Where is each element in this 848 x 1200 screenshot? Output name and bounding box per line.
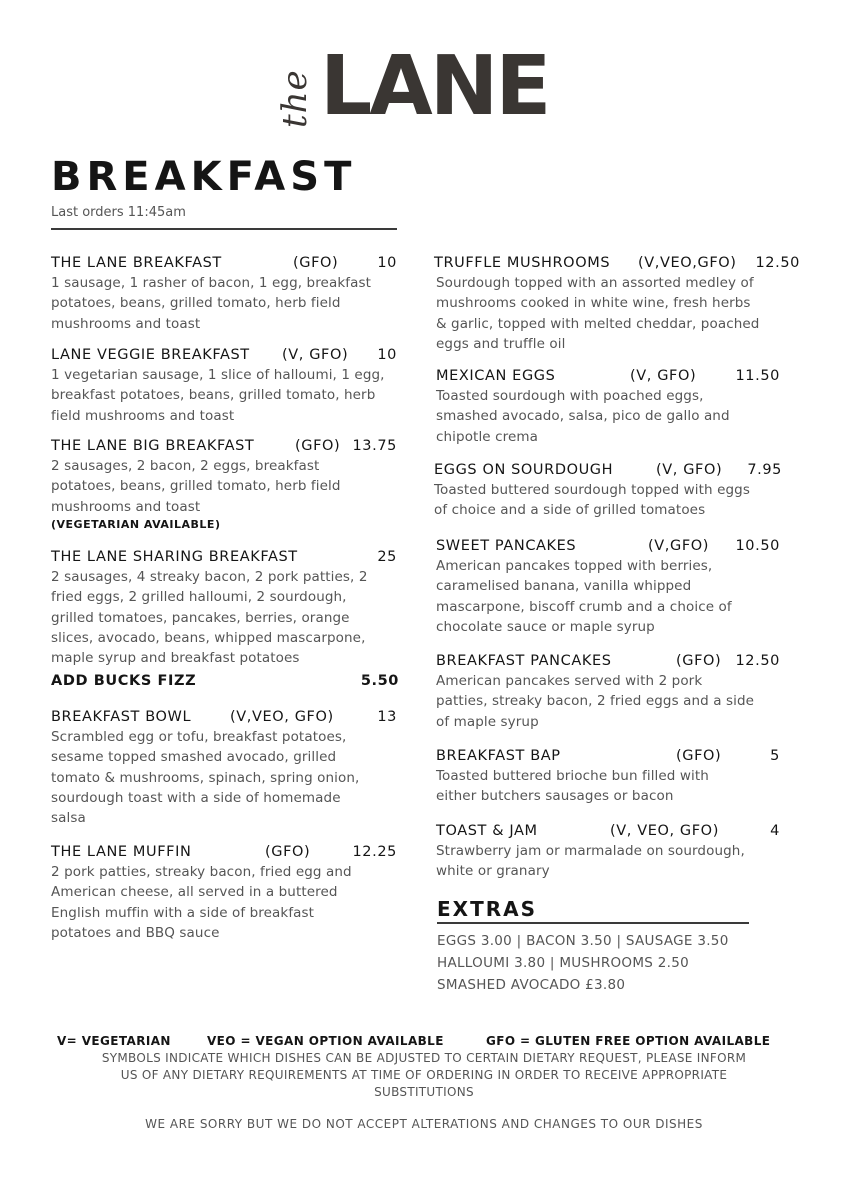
- item-name: LANE VEGGIE BREAKFAST: [51, 347, 250, 363]
- item-description-line: Toasted buttered brioche bun filled with: [436, 768, 709, 784]
- extras-line: EGGS 3.00 | BACON 3.50 | SAUSAGE 3.50: [437, 933, 729, 949]
- item-description-line: American pancakes topped with berries,: [436, 558, 713, 574]
- item-name: ADD BUCKS FIZZ: [51, 673, 197, 689]
- item-description-line: 1 vegetarian sausage, 1 slice of halloumi, 1 egg,: [51, 367, 385, 383]
- item-price: 7.95: [747, 462, 782, 478]
- extras-heading: EXTRAS: [437, 897, 538, 921]
- item-description-line: chocolate sauce or maple syrup: [436, 618, 655, 635]
- item-description-line: Sourdough topped with an assorted medley of: [436, 275, 754, 291]
- legend-vegetarian: V= VEGETARIAN: [57, 1034, 171, 1048]
- menu-item: [434, 461, 784, 521]
- extras-divider: [437, 922, 749, 924]
- legend-gluten-free-option: GFO = GLUTEN FREE OPTION AVAILABLE: [486, 1034, 771, 1048]
- item-description-line: smashed avocado, salsa, pico de gallo and: [436, 408, 730, 425]
- item-description-line: grilled tomatoes, pancakes, berries, orange: [51, 609, 350, 626]
- menu-item: [436, 367, 784, 447]
- title-divider: [51, 228, 397, 230]
- notice-line: SYMBOLS INDICATE WHICH DISHES CAN BE ADJUSTED TO CERTAIN DIETARY REQUEST, PLEASE INFORM: [101, 1051, 747, 1065]
- item-name: EGGS ON SOURDOUGH: [434, 462, 614, 478]
- notice-line: US OF ANY DIETARY REQUIREMENTS AT TIME OF ORDERING IN ORDER TO RECEIVE APPROPRIATE: [120, 1068, 728, 1082]
- alterations-notice: WE ARE SORRY BUT WE DO NOT ACCEPT ALTERATIONS AND CHANGES TO OUR DISHES: [145, 1117, 703, 1131]
- item-name: TOAST & JAM: [436, 823, 538, 839]
- item-description-line: American pancakes served with 2 pork: [436, 673, 703, 689]
- item-description-line: mushrooms and toast: [51, 498, 201, 515]
- item-description-line: chipotle crema: [436, 428, 539, 445]
- menu-item: [436, 747, 784, 807]
- item-description-line: & garlic, topped with melted cheddar, poached: [436, 315, 760, 332]
- item-name: THE LANE SHARING BREAKFAST: [51, 549, 298, 565]
- item-description-line: eggs and truffle oil: [436, 335, 566, 352]
- vegetarian-available-note: (VEGETARIAN AVAILABLE): [51, 517, 221, 531]
- item-price: 10.50: [735, 538, 780, 554]
- item-dietary-tag: (GFO): [293, 255, 339, 271]
- item-price: 10: [377, 347, 397, 363]
- item-price: 13.75: [352, 438, 397, 454]
- item-dietary-tag: (V, VEO, GFO): [610, 823, 719, 839]
- item-description-line: either butchers sausages or bacon: [436, 788, 674, 805]
- extras-line: HALLOUMI 3.80 | MUSHROOMS 2.50: [437, 955, 690, 971]
- item-dietary-tag: (V,VEO, GFO): [230, 709, 334, 725]
- item-description-line: Toasted buttered sourdough topped with eggs: [434, 482, 750, 498]
- item-dietary-tag: (GFO): [295, 438, 341, 454]
- item-description-line: 2 pork patties, streaky bacon, fried egg and: [51, 864, 352, 880]
- extras-line: SMASHED AVOCADO £3.80: [437, 977, 626, 993]
- item-name: BREAKFAST BAP: [436, 748, 561, 764]
- extras-list: [437, 930, 729, 996]
- menu-item: [51, 437, 401, 533]
- item-description-line: potatoes, beans, grilled tomato, herb field: [51, 295, 341, 312]
- item-description-line: salsa: [51, 810, 86, 827]
- item-price: 12.50: [735, 653, 780, 669]
- menu-item: [436, 537, 784, 637]
- item-price: 4: [770, 823, 780, 839]
- item-description-line: potatoes, beans, grilled tomato, herb field: [51, 478, 341, 495]
- item-name: BREAKFAST BOWL: [51, 709, 192, 725]
- item-name: MEXICAN EGGS: [436, 368, 556, 384]
- logo-the-text: the: [275, 69, 315, 128]
- item-price: 10: [377, 255, 397, 271]
- menu-item: [434, 254, 800, 354]
- item-description-line: tomato & mushrooms, spinach, spring onion,: [51, 769, 360, 786]
- item-dietary-tag: (V, GFO): [656, 462, 723, 478]
- item-dietary-tag: (V,GFO): [648, 538, 710, 554]
- menu-item: [51, 254, 401, 334]
- menu-item: [436, 822, 784, 882]
- item-description-line: 2 sausages, 2 bacon, 2 eggs, breakfast: [51, 458, 320, 474]
- item-dietary-tag: (V, GFO): [282, 347, 349, 363]
- brand-logo: [275, 39, 578, 134]
- item-description-line: patties, streaky bacon, 2 fried eggs and a side: [436, 693, 755, 710]
- item-name: BREAKFAST PANCAKES: [436, 653, 612, 669]
- menu-item: [51, 843, 401, 943]
- item-description-line: slices, avocado, beans, whipped mascarpone,: [51, 629, 366, 646]
- item-dietary-tag: (GFO): [676, 653, 722, 669]
- item-description-line: English muffin with a side of breakfast: [51, 904, 315, 921]
- item-description-line: mushrooms and toast: [51, 315, 201, 332]
- item-description-line: Strawberry jam or marmalade on sourdough,: [436, 843, 745, 859]
- item-description-line: 2 sausages, 4 streaky bacon, 2 pork patties, 2: [51, 569, 368, 585]
- item-price: 5.50: [360, 673, 399, 689]
- item-description-line: mushrooms cooked in white wine, fresh herbs: [436, 295, 751, 312]
- last-orders-text: Last orders 11:45am: [51, 205, 186, 220]
- logo-lane-text: LANE: [320, 39, 549, 134]
- item-description-line: potatoes and BBQ sauce: [51, 924, 220, 941]
- item-name: THE LANE MUFFIN: [51, 844, 192, 860]
- item-price: 25: [377, 549, 397, 565]
- item-dietary-tag: (GFO): [265, 844, 311, 860]
- page-title: BREAKFAST: [51, 154, 357, 200]
- notice-line: SUBSTITUTIONS: [374, 1085, 474, 1099]
- dietary-symbols-notice: [40, 1050, 808, 1101]
- item-description-line: of choice and a side of grilled tomatoes: [434, 502, 706, 519]
- item-dietary-tag: (V,VEO,GFO): [638, 255, 737, 271]
- item-description-line: of maple syrup: [436, 713, 539, 730]
- item-description-line: Toasted sourdough with poached eggs,: [436, 388, 704, 404]
- item-name: THE LANE BIG BREAKFAST: [51, 438, 255, 454]
- item-description-line: American cheese, all served in a buttered: [51, 884, 338, 901]
- item-description-line: 1 sausage, 1 rasher of bacon, 1 egg, breakfast: [51, 275, 371, 291]
- item-description-line: fried eggs, 2 grilled halloumi, 2 sourdough,: [51, 589, 347, 606]
- menu-item: [51, 548, 401, 668]
- item-dietary-tag: (V, GFO): [630, 368, 697, 384]
- legend-vegan-option: VEO = VEGAN OPTION AVAILABLE: [207, 1034, 444, 1048]
- item-price: 5: [770, 748, 780, 764]
- item-name: THE LANE BREAKFAST: [51, 255, 222, 271]
- item-description-line: white or granary: [436, 863, 550, 880]
- item-description-line: field mushrooms and toast: [51, 407, 235, 424]
- menu-item: [51, 708, 401, 828]
- item-price: 12.50: [755, 255, 800, 271]
- item-dietary-tag: (GFO): [676, 748, 722, 764]
- item-description-line: breakfast potatoes, beans, grilled tomato, herb: [51, 387, 376, 404]
- item-description-line: mascarpone, biscoff crumb and a choice of: [436, 598, 732, 615]
- item-name: TRUFFLE MUSHROOMS: [434, 255, 611, 271]
- item-description-line: caramelised banana, vanilla whipped: [436, 578, 692, 595]
- menu-item: [436, 652, 784, 732]
- item-price: 13: [377, 709, 397, 725]
- item-price: 12.25: [352, 844, 397, 860]
- item-description-line: sourdough toast with a side of homemade: [51, 789, 341, 806]
- item-price: 11.50: [735, 368, 780, 384]
- item-description-line: maple syrup and breakfast potatoes: [51, 650, 300, 667]
- menu-item: [51, 346, 401, 426]
- item-name: SWEET PANCAKES: [436, 538, 577, 554]
- item-description-line: sesame topped smashed avocado, grilled: [51, 749, 337, 766]
- item-description-line: Scrambled egg or tofu, breakfast potatoes,: [51, 729, 347, 745]
- add-on-item: [51, 672, 401, 691]
